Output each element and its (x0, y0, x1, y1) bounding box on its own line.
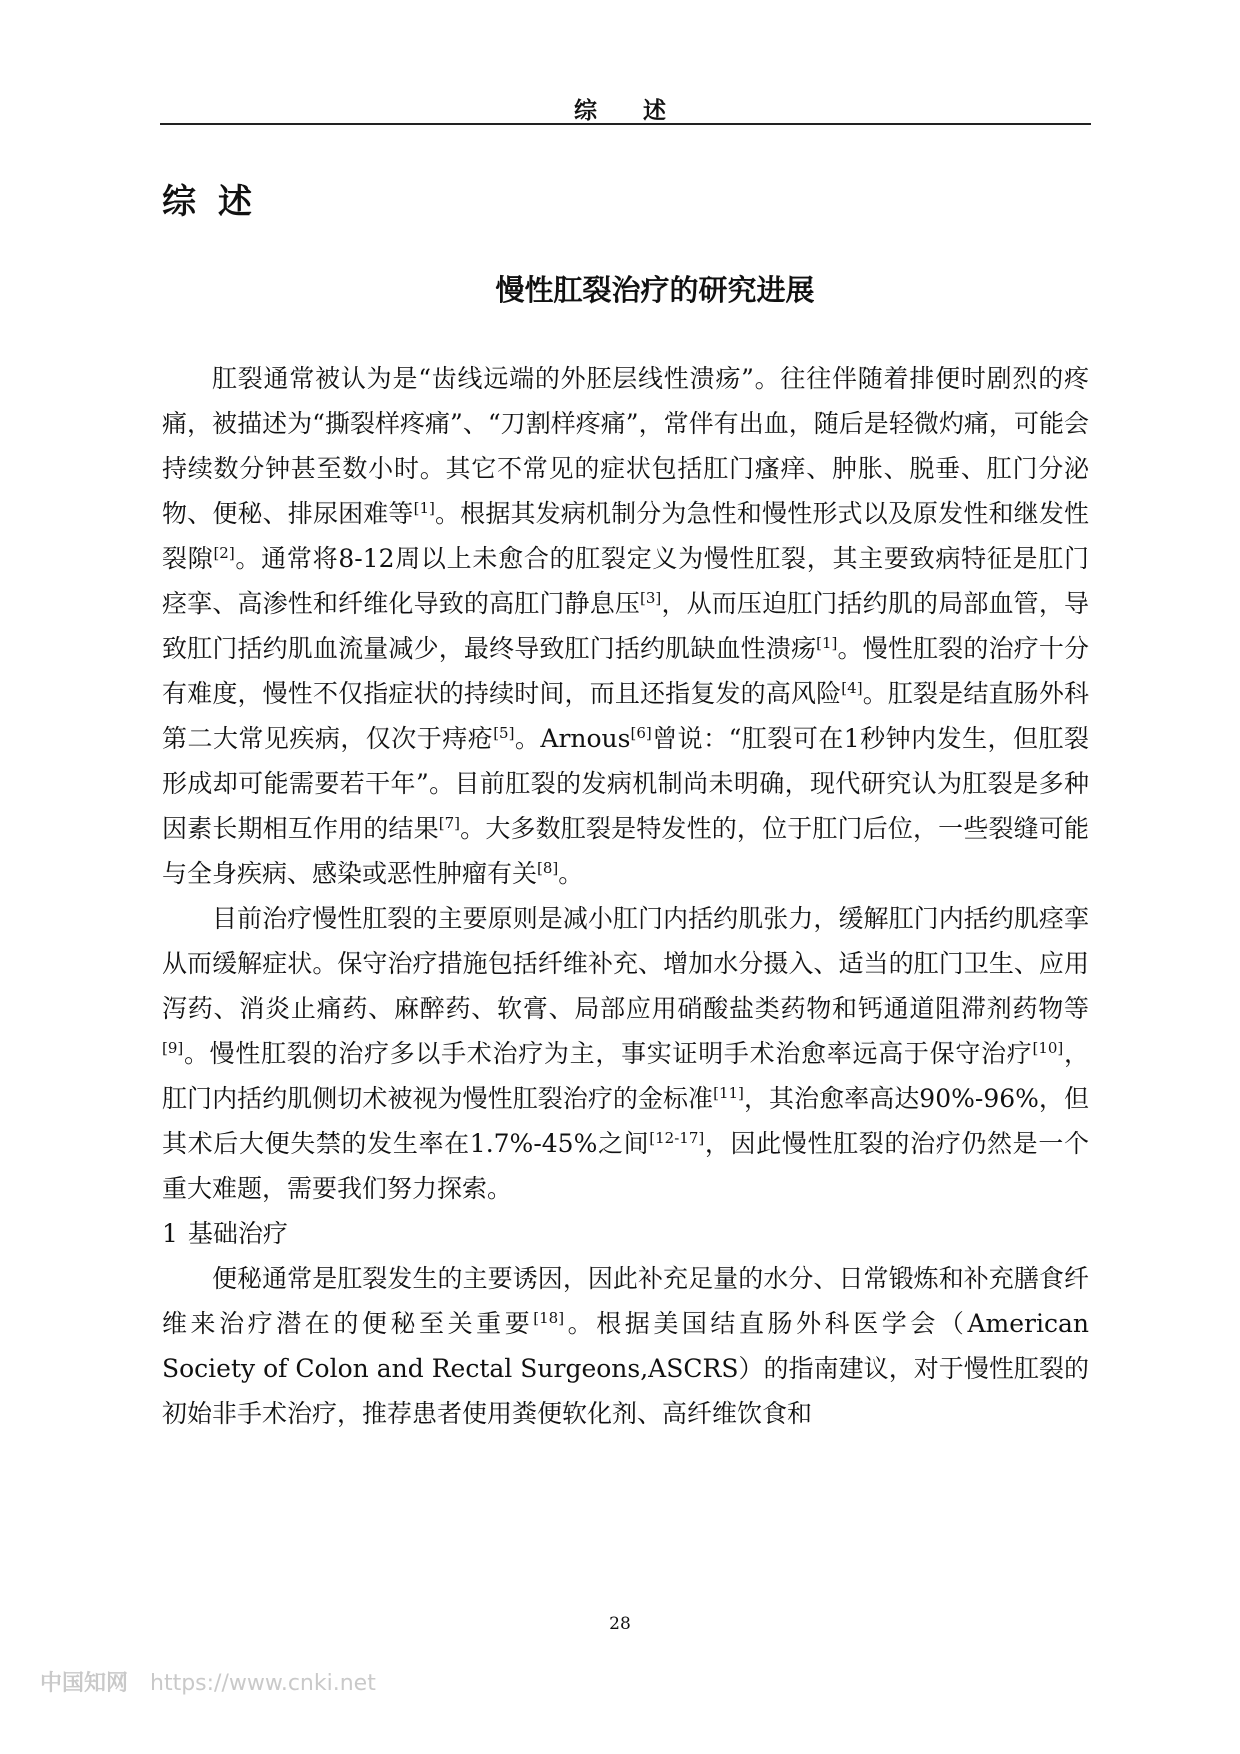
subheading-basic-treatment (162, 1211, 1089, 1256)
citation-ref: [9] (162, 1039, 184, 1057)
text-run: 。肛裂是结直肠外科第二大常见疾病，仅次于痔疮 (162, 679, 1089, 753)
citation-ref: [4] (841, 679, 863, 697)
section-heading: 综述 (162, 182, 274, 222)
citation-ref: [2] (213, 544, 235, 562)
article-title: 慢性肛裂治疗的研究进展 (495, 273, 815, 307)
text-run: 。 (558, 859, 584, 888)
text-run: 目前治疗慢性肛裂的主要原则是减小肛门内括约肌张力，缓解肛门内括约肌痉挛从而缓解症状。保守治疗措施包括纤维补充、增加水分摄入、适当的肛门卫生、应用泻药、消炎止痛药、麻醉药、软膏、局部应用硝酸盐类药物和钙通道阻滞剂药物等 (162, 904, 1089, 1023)
text-run: 。Arnous (514, 724, 631, 753)
text-run: 便秘通常是肛裂发生的主要诱因，因此补充足量的水分、日常锻炼和补充膳食纤维来治疗潜在的便秘至关重要 (162, 1264, 1089, 1338)
subheading-text: 基础治疗 (187, 1219, 288, 1248)
watermark-url: https://www.cnki.net (150, 1671, 376, 1696)
citation-ref: [3] (640, 589, 662, 607)
text-run: ，肛门内括约肌侧切术被视为慢性肛裂治疗的金标准 (162, 1039, 1089, 1113)
header-rule (160, 123, 1091, 125)
text-run: 曾说：“肛裂可在1秒钟内发生，但肛裂形成却可能需要若干年”。目前肛裂的发病机制尚未明确，现代研究认为肛裂是多种因素长期相互作用的结果 (162, 724, 1089, 843)
citation-ref: [6] (630, 724, 652, 742)
citation-ref: [12-17] (649, 1129, 705, 1147)
text-run: 肛裂通常被认为是“齿线远端的外胚层线性溃疡”。往往伴随着排便时剧烈的疼痛，被描述为“撕裂样疼痛”、“刀割样疼痛”，常伴有出血，随后是轻微灼痛，可能会持续数分钟甚至数小时。其它不常见的症状包括肛门瘙痒、肿胀、脱垂、肛门分泌物、便秘、排尿困难等 (162, 364, 1089, 528)
citation-ref: [11] (713, 1084, 744, 1102)
citation-ref: [10] (1032, 1039, 1064, 1057)
running-header: 综述 (574, 98, 712, 124)
text-run: 。根据其发病机制分为急性和慢性形式以及原发性和继发性裂隙 (162, 499, 1089, 573)
page-number: 28 (609, 1614, 631, 1634)
text-run: 。通常将8-12周以上未愈合的肛裂定义为慢性肛裂，其主要致病特征是肛门痉挛、高渗性和纤维化导致的高肛门静息压 (162, 544, 1089, 618)
text-run: 。慢性肛裂的治疗多以手术治疗为主，事实证明手术治愈率远高于保守治疗 (183, 1039, 1033, 1068)
citation-ref: [1] (413, 499, 435, 517)
paragraph-3 (162, 1256, 1089, 1436)
text-run: ，从而压迫肛门括约肌的局部血管，导致肛门括约肌血流量减少，最终导致肛门括约肌缺血性溃疡 (162, 589, 1089, 663)
watermark-logo-text: 中国知网 (40, 1671, 129, 1696)
text-run: ，因此慢性肛裂的治疗仍然是一个重大难题，需要我们努力探索。 (162, 1129, 1089, 1203)
text-run: ，其治愈率高达90%-96%，但其术后大便失禁的发生率在1.7%-45%之间 (162, 1084, 1089, 1158)
paragraph-1 (162, 356, 1089, 896)
subheading-number: 1 (162, 1219, 178, 1248)
text-run: 。根据美国结直肠外科医学会（American Society of Colon and Rectal Surgeons,ASCRS）的指南建议，对于慢性肛裂的初始非手术治疗，推荐患者使用粪便软化剂、高纤维饮食和 (162, 1309, 1089, 1428)
citation-ref: [7] (438, 814, 460, 832)
citation-ref: [1] (816, 634, 838, 652)
citation-ref: [8] (537, 859, 559, 877)
paragraph-2 (162, 896, 1089, 1211)
article-body (162, 356, 1089, 1436)
text-run: 。慢性肛裂的治疗十分有难度，慢性不仅指症状的持续时间，而且还指复发的高风险 (162, 634, 1089, 708)
cnki-watermark (40, 1666, 376, 1697)
citation-ref: [5] (493, 724, 515, 742)
citation-ref: [18] (533, 1309, 565, 1327)
text-run: 。大多数肛裂是特发性的，位于肛门后位，一些裂缝可能与全身疾病、感染或恶性肿瘤有关 (162, 814, 1089, 888)
